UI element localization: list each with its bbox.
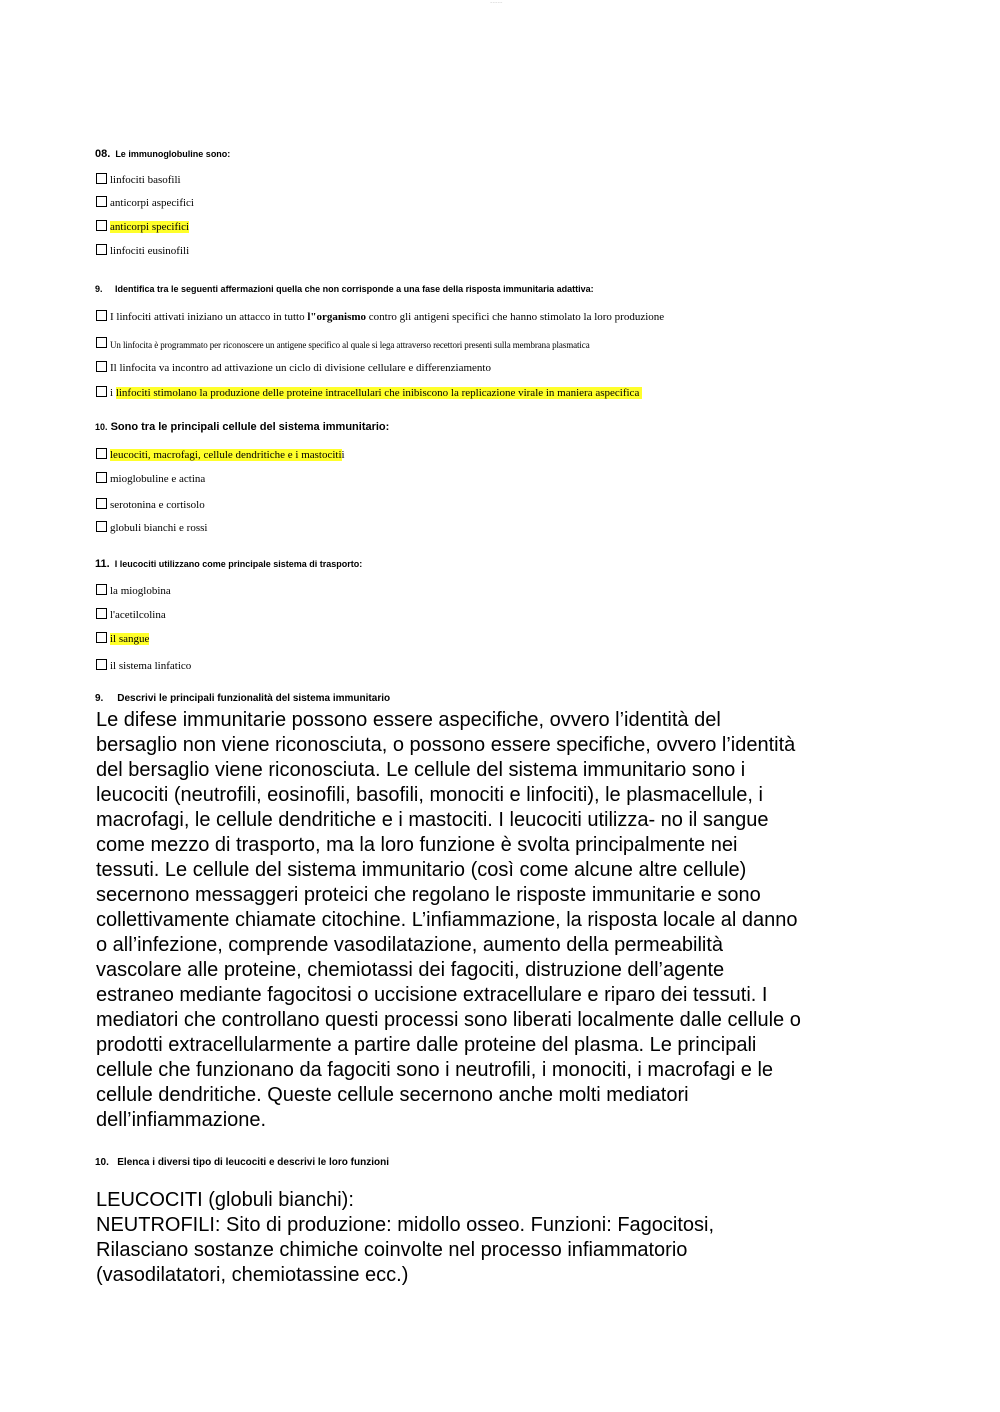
- q9-option-4[interactable]: [96, 381, 642, 399]
- q10-option-1[interactable]: [96, 443, 345, 461]
- checkbox[interactable]: [96, 608, 107, 619]
- answer-line: bersaglio non viene riconosciuta, o possono essere specifiche, ovvero l’identità: [96, 734, 796, 756]
- checkbox[interactable]: [96, 448, 107, 459]
- checkbox[interactable]: [96, 659, 107, 670]
- answer-line: Rilasciano sostanze chimiche coinvolte nel processo infiammatorio: [96, 1239, 688, 1261]
- q10-number: 10.: [95, 422, 108, 432]
- checkbox[interactable]: [96, 472, 107, 483]
- q11-option-4[interactable]: [96, 654, 191, 672]
- q9-option-1-bold: l"organismo: [307, 311, 367, 323]
- checkbox[interactable]: [96, 584, 107, 595]
- open9-title-text: Descrivi le principali funzionalità del sistema immunitario: [117, 693, 391, 704]
- q8-option-3[interactable]: [96, 215, 189, 233]
- open10-number: 10.: [95, 1157, 109, 1168]
- q11-option-2[interactable]: [96, 603, 166, 621]
- answer-line: prodotti extracellularmente a partire dalle proteine del plasma. Le principali: [96, 1034, 757, 1056]
- answer-line: NEUTROFILI: Sito di produzione: midollo osseo. Funzioni: Fagocitosi,: [96, 1214, 715, 1236]
- q8-option-4[interactable]: [96, 239, 189, 257]
- q11-option-label: l'acetilcolina: [110, 609, 166, 621]
- q10-option-2[interactable]: [96, 467, 205, 485]
- q11-option-label: il sistema linfatico: [110, 660, 192, 672]
- answer-line: come mezzo di trasporto, ma la loro funzione è svolta principalmente nei: [96, 834, 738, 856]
- answer-line: dell’infiammazione.: [96, 1109, 267, 1131]
- checkbox[interactable]: [96, 386, 107, 397]
- q10-title: [95, 421, 389, 433]
- open9-title: [95, 693, 390, 704]
- header-mark: ~~~~~: [490, 0, 503, 4]
- q8-option-label: linfociti eusinofili: [110, 245, 190, 257]
- checkbox[interactable]: [96, 310, 107, 321]
- answer-line: cellule dendritiche. Queste cellule secernono anche molti mediatori: [96, 1084, 689, 1106]
- q9-option-4-pre: i: [110, 387, 116, 399]
- q8-option-label: anticorpi aspecifici: [110, 197, 194, 209]
- q9-number: 9.: [95, 284, 103, 294]
- q9-title-text: Identifica tra le seguenti affermazioni quella che non corrisponde a una fase della risposta immunitaria adattiva:: [115, 284, 594, 294]
- q8-title: [95, 148, 230, 160]
- q10-option-1-highlighted: leucociti, macrofagi, cellule dendritiche e i mastociti: [110, 449, 342, 461]
- checkbox[interactable]: [96, 337, 107, 348]
- q9-option-3-label: Il linfocita va incontro ad attivazione un ciclo di divisione cellulare e differenziamento: [110, 362, 491, 374]
- q9-option-1[interactable]: [96, 305, 664, 323]
- q9-option-1-pre: I linfociti attivati iniziano un attacco in tutto: [110, 311, 308, 323]
- q10-option-label: serotonina e cortisolo: [110, 499, 205, 511]
- q9-option-2[interactable]: [96, 332, 590, 350]
- q10-option-3[interactable]: [96, 493, 205, 511]
- answer-line: estraneo mediante fagocitosi o uccisione extracellulare e riparo dei tessuti. I: [96, 984, 768, 1006]
- checkbox[interactable]: [96, 196, 107, 207]
- q10-option-1-tail: i: [341, 449, 345, 461]
- open9-answer: [96, 708, 876, 1133]
- open10-title-text: Elenca i diversi tipo di leucociti e descrivi le loro funzioni: [117, 1157, 389, 1168]
- q10-option-label: globuli bianchi e rossi: [110, 522, 208, 534]
- answer-line: del bersaglio viene riconosciuta. Le cellule del sistema immunitario sono i: [96, 759, 746, 781]
- answer-line: cellule che funzionano da fagociti sono i neutrofili, i monociti, i macrofagi e le: [96, 1059, 774, 1081]
- q8-option-2[interactable]: [96, 191, 194, 209]
- q11-title-text: I leucociti utilizzano come principale sistema di trasporto:: [114, 559, 363, 569]
- checkbox[interactable]: [96, 521, 107, 532]
- q8-option-label-highlighted: anticorpi specifici: [110, 221, 190, 233]
- answer-line: vascolare alle proteine, chemiotassi dei fagociti, distruzione dell’agente: [96, 959, 725, 981]
- q10-option-4[interactable]: [96, 516, 207, 534]
- answer-line: macrofagi, le cellule dendritiche e i mastociti. I leucociti utilizza- no il sangue: [96, 809, 769, 831]
- checkbox[interactable]: [96, 244, 107, 255]
- answer-line: mediatori che controllano questi processi sono liberati localmente dalle cellule o: [96, 1009, 801, 1031]
- q11-option-1[interactable]: [96, 579, 171, 597]
- checkbox[interactable]: [96, 632, 107, 643]
- q8-number: 08.: [95, 148, 111, 160]
- q8-option-1[interactable]: [96, 168, 181, 186]
- q10-title-text: Sono tra le principali cellule del sistema immunitario:: [110, 421, 390, 433]
- answer-line: Le difese immunitarie possono essere aspecifiche, ovvero l’identità del: [96, 709, 721, 731]
- checkbox[interactable]: [96, 220, 107, 231]
- answer-line: leucociti (neutrofili, eosinofili, basofili, monociti e linfociti), le plasmacellule, i: [96, 784, 763, 806]
- q11-option-3[interactable]: [96, 627, 149, 645]
- open10-answer: [96, 1188, 876, 1288]
- checkbox[interactable]: [96, 173, 107, 184]
- q9-option-2-label: Un linfocita è programmato per riconoscere un antigene specifico al quale si lega attraverso recettori presenti sulla membrana plasmatica: [110, 340, 590, 350]
- q9-option-4-highlighted: linfociti stimolano la produzione delle proteine intracellulari che inibiscono la replicazione virale in maniera aspecifica: [115, 387, 643, 399]
- answer-line: tessuti. Le cellule del sistema immunitario (così come alcune altre cellule): [96, 859, 747, 881]
- q9-option-3[interactable]: [96, 356, 491, 374]
- q9-option-1-post: contro gli antigeni specifici che hanno stimolato la loro produzione: [366, 311, 665, 323]
- q10-option-label: mioglobuline e actina: [110, 473, 206, 485]
- q11-number: 11.: [95, 558, 110, 570]
- answer-line: o all’infezione, comprende vasodilatazione, aumento della permeabilità: [96, 934, 724, 956]
- answer-line: LEUCOCITI (globuli bianchi):: [96, 1189, 354, 1211]
- open9-number: 9.: [95, 693, 104, 704]
- answer-line: secernono messaggeri proteici che regolano le risposte immunitarie e sono: [96, 884, 761, 906]
- answer-line: (vasodilatatori, chemiotassine ecc.): [96, 1264, 409, 1286]
- q9-title: [95, 284, 594, 294]
- q8-option-label: linfociti basofili: [110, 174, 181, 186]
- q11-option-label: la mioglobina: [110, 585, 171, 597]
- checkbox[interactable]: [96, 498, 107, 509]
- open10-title: [95, 1157, 389, 1168]
- q11-option-label-highlighted: il sangue: [110, 633, 150, 645]
- answer-line: collettivamente chiamate citochine. L’infiammazione, la risposta locale al danno: [96, 909, 798, 931]
- q11-title: [95, 558, 362, 570]
- checkbox[interactable]: [96, 361, 107, 372]
- q8-title-text: Le immunoglobuline sono:: [115, 149, 231, 159]
